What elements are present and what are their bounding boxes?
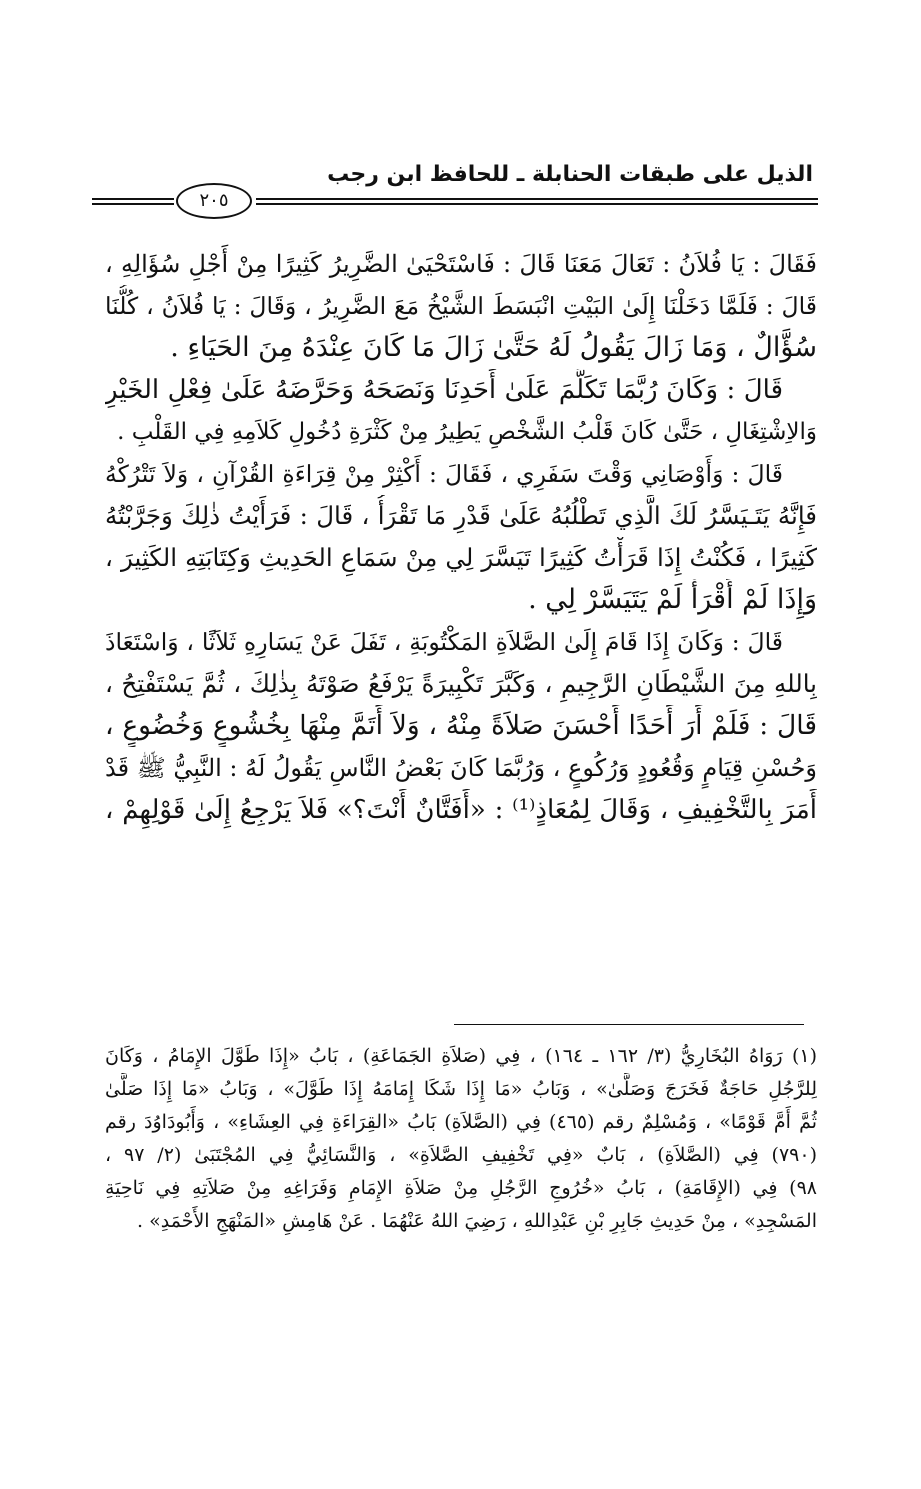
text-line: فَقَالَ : يَا فُلاَنُ : تَعَالَ مَعَنَا قَالَ : فَاسْتَحْيَىٰ الضَّرِيرُ كَثِيرًا مِنْ أَجْلِ سُؤَالِهِ ،: [105, 250, 817, 278]
text-line: قَالَ : فَلَمْ أَرَ أَحَدًا أَحْسَنَ صَلاَةً مِنْهُ ، وَلاَ أَتَمَّ مِنْهَا بِخُشُوعٍ وَخُضُوعٍ ،: [105, 710, 817, 741]
footnote: [105, 1040, 817, 1238]
text-line: أَمَرَ بِالتَّخْفِيفِ ، وَقَالَ لِمُعَاذٍ⁽¹⁾ : «أَفَتَّانٌ أَنْتَ؟» فَلاَ يَرْجِعُ إِلَىٰ قَوْلِهِمْ ،: [105, 795, 817, 825]
text-line: قَالَ : وَكَانَ إِذَا قَامَ إِلَىٰ الصَّلاَةِ المَكْتُوبَةِ ، تَفَلَ عَنْ يَسَارِهِ ثَلاَثًا ، وَاسْتَعَاذَ: [105, 628, 783, 656]
running-header-title: الذيل على طبقات الحنابلة ـ للحافظ ابن رجب: [327, 162, 813, 187]
header-rule-left: [92, 198, 174, 205]
text-line: كَثِيرًا ، فَكُنْتُ إِذَا قَرَأْتُ كَثِيرًا تَيَسَّرَ لِي مِنْ سَمَاعِ الحَدِيثِ وَكِتَابَتِهِ الكَثِيرَ ،: [105, 543, 817, 572]
footnote-separator: [454, 1024, 804, 1025]
text-line: بِاللهِ مِنَ الشَّيْطَانِ الرَّجِيمِ ، وَكَبَّرَ تَكْبِيرَةً يَرْفَعُ صَوْتَهُ بِذٰلِكَ ، ثُمَّ يَسْتَفْتِحُ ،: [105, 669, 817, 698]
header-rule-right: [256, 198, 818, 205]
text-line: قَالَ : وَكَانَ رُبَّمَا تَكَلَّمَ عَلَىٰ أَحَدِنَا وَنَصَحَهُ وَحَرَّضَهُ عَلَىٰ فِعْلِ الخَيْرِ: [105, 375, 783, 405]
footnote-line: ٩٨) فِي (الإِقَامَةِ) ، بَابُ «خُرُوجِ الرَّجُلِ مِنْ صَلاَةِ الإِمَامِ وَفَرَاغِهِ مِنْ صَلاَتِهِ فِي نَاحِيَةِ: [105, 1177, 817, 1199]
text-line: وَحُسْنِ قِيَامٍ وَقُعُودٍ وَرُكُوعٍ ، وَرُبَّمَا كَانَ بَعْضُ النَّاسِ يَقُولُ لَهُ : النَّبِيُّ ﷺ قَدْ: [105, 754, 817, 782]
footnote-line: (١) رَوَاهُ البُخَارِيُّ (٣/ ١٦٢ ـ ١٦٤) ، فِي (صَلاَةِ الجَمَاعَةِ) ، بَابُ «إِذَا طَوَّلَ الإِمَامُ ، وَكَانَ: [105, 1045, 817, 1067]
text-line: قَالَ : فَلَمَّا دَخَلْنَا إِلَىٰ البَيْتِ انْبَسَطَ الشَّيْخُ مَعَ الضَّرِيرُ ، وَقَالَ : يَا فُلاَنُ ، كُلُّنَا: [105, 292, 817, 320]
text-line: قَالَ : وَأَوْصَانِي وَقْتَ سَفَرِي ، فَقَالَ : أَكْثِرْ مِنْ قِرَاءَةِ القُرْآنِ ، وَلاَ تَتْرُكْهُ: [105, 460, 783, 488]
footnote-line: (٧٩٠) فِي (الصَّلاَةِ) ، بَابٌ «فِي تَخْفِيفِ الصَّلاَةِ» ، وَالنَّسَائِيُّ فِي المُجْتَبَىٰ (٢/ ٩٧ ،: [105, 1144, 817, 1166]
footnote-line: المَسْجِدِ» ، مِنْ حَدِيثِ جَابِرِ بْنِ عَبْدِاللهِ ، رَضِيَ اللهُ عَنْهُمَا . عَنْ هَامِشِ «المَنْهَجِ الأَحْمَدِ» .: [137, 1210, 817, 1232]
text-line: سُؤَّالٌ ، وَمَا زَالَ يَقُولُ لَهُ حَتَّىٰ زَالَ مَا كَانَ عِنْدَهُ مِنَ الحَيَاءِ .: [170, 332, 817, 363]
text-line: وَإِذَا لَمْ أَقْرَأْ لَمْ يَتَيَسَّرْ لِي .: [528, 584, 817, 615]
text-line: فَإِنَّهُ يَتَـيَسَّرُ لَكَ الَّذِي تَطْلُبُهُ عَلَىٰ قَدْرِ مَا تَقْرَأُ ، قَالَ : فَرَأَيْتُ ذٰلِكَ وَجَرَّبْتُهُ: [105, 501, 817, 530]
footnote-line: ثُمَّ أَمَّ قَوْمًا» ، وَمُسْلِمٌ رقم (٤٦٥) فِي (الصَّلاَةِ) بَابُ «القِرَاءَةِ فِي العِشَاءِ» ، وَأَبُودَاوُدَ رقم: [105, 1111, 817, 1133]
main-text: [105, 243, 817, 831]
footnote-line: لِلرَّجُلِ حَاجَةٌ فَخَرَجَ وَصَلَّىٰ» ، وَبَابُ «مَا إِذَا شَكَا إِمَامَهُ إِذَا طَوَّلَ» ، وَبَابُ «مَا إِذَا صَلَّىٰ: [105, 1078, 817, 1100]
page-number: ٢٠٥: [176, 183, 252, 219]
text-line: وَالاِشْتِغَالِ ، حَتَّىٰ كَانَ قَلْبُ الشَّخْصِ يَطِيرُ مِنْ كَثْرَةِ دُخُولِ كَلاَمِهِ فِي القَلْبِ .: [117, 419, 817, 445]
